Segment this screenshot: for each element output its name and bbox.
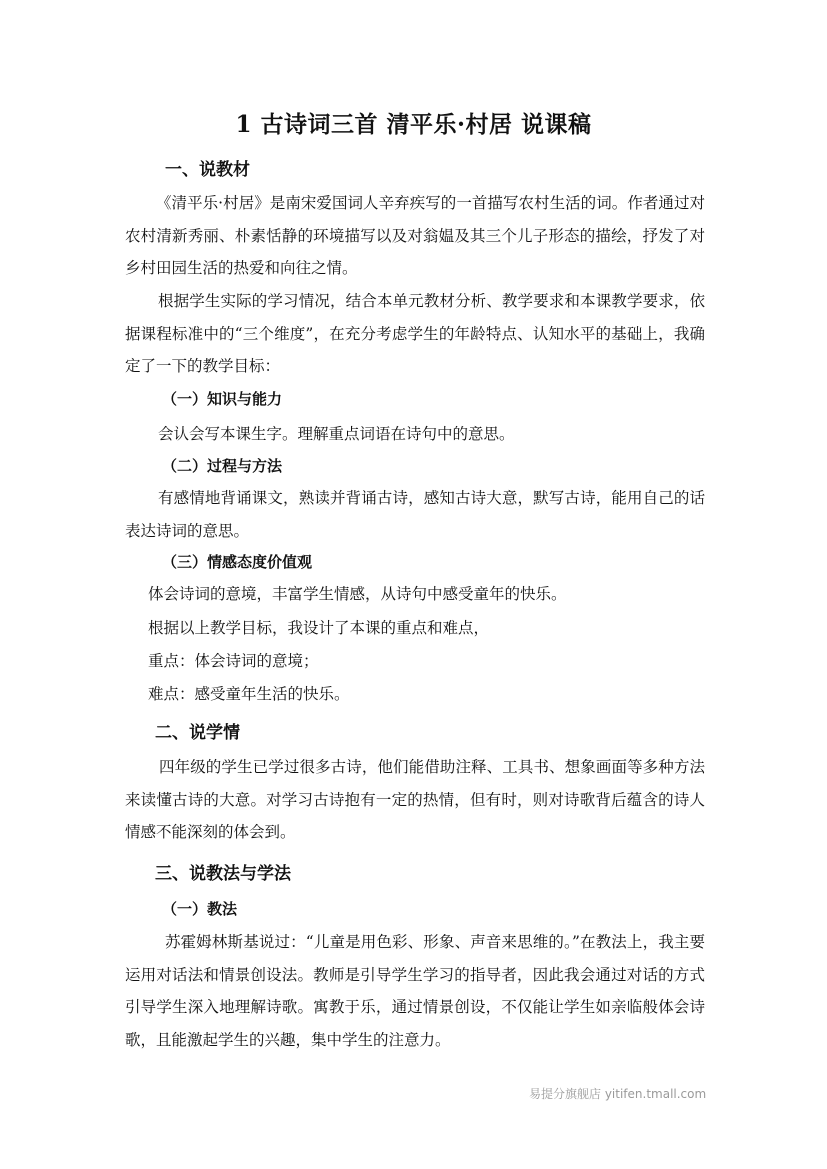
text-difficult-point: 难点：感受童年生活的快乐。 — [148, 685, 350, 703]
footer-watermark: 易提分旗舰店 yitifen.tmall.com — [529, 1087, 707, 1101]
paragraph-teaching-goals: 根据学生实际的学习情况，结合本单元教材分析、教学要求和本课教学要求，依据课程标准中的“三个维度”，在充分考虑学生的年龄特点、认知水平的基础上，我确定了一下的教学目标： — [125, 292, 705, 375]
paragraph-students: 四年级的学生已学过很多古诗，他们能借助注释、工具书、想象画面等多种方法来读懂古诗的大意。对学习古诗抱有一定的热情，但有时，则对诗歌背后蕴含的诗人情感不能深刻的体会到。 — [125, 758, 705, 841]
subheading-emotion-values: （三）情感态度价值观 — [162, 553, 313, 571]
text-key-point: 重点：体会诗词的意境； — [148, 652, 319, 670]
paragraph-textbook-intro: 《清平乐·村居》是南宋爱国词人辛弃疾写的一首描写农村生活的词。作者通过对农村清新秀丽、朴素恬静的环境描写以及对翁媪及其三个儿子形态的描绘，抒发了对乡村田园生活的热爱和向往之情。 — [125, 194, 705, 277]
section-heading-textbook: 一、说教材 — [165, 160, 250, 180]
subheading-knowledge-ability: （一）知识与能力 — [162, 390, 283, 408]
text-emotion-values: 体会诗词的意境，丰富学生情感，从诗句中感受童年的快乐。 — [148, 585, 567, 603]
subheading-process-method: （二）过程与方法 — [162, 457, 283, 475]
section-heading-methods: 三、说教法与学法 — [155, 864, 291, 884]
subheading-teaching-method: （一）教法 — [162, 900, 238, 918]
text-basis: 根据以上教学目标，我设计了本课的重点和难点， — [148, 619, 490, 637]
page-title: 1 古诗词三首 清平乐·村居 说课稿 — [235, 111, 592, 138]
paragraph-teaching-method: 苏霍姆林斯基说过：“儿童是用色彩、形象、声音来思维的。”在教法上，我主要运用对话法和情景创设法。教师是引导学生学习的指导者，因此我会通过对话的方式引导学生深入地理解诗歌。寓教于乐，通过情景创设，不仅能让学生如亲临般体会诗歌，且能激起学生的兴趣，集中学生的注意力。 — [125, 933, 705, 1049]
paragraph-process-method: 有感情地背诵课文，熟读并背诵古诗，感知古诗大意，默写古诗，能用自己的话表达诗词的意思。 — [125, 489, 705, 540]
text-knowledge-ability: 会认会写本课生字。理解重点词语在诗句中的意思。 — [158, 425, 515, 443]
section-heading-students: 二、说学情 — [155, 723, 240, 743]
